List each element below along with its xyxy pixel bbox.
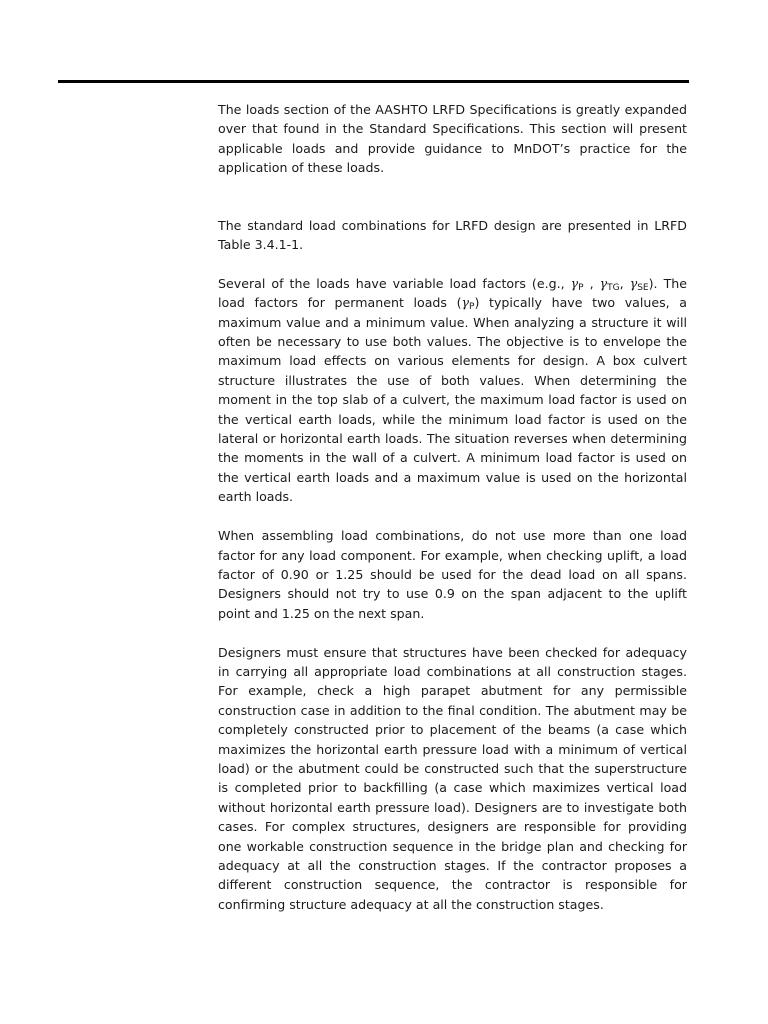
subscript-se: SE bbox=[637, 282, 649, 293]
gamma-symbol: γ bbox=[629, 275, 638, 291]
paragraph-loads-intro: The loads section of the AASHTO LRFD Specifications is greatly expanded over that found in the Standard Specifications. This section will present applicable loads and provide guidance to MnDOT’s practice for the application of these loads. bbox=[218, 102, 687, 176]
paragraph-variable-load-factors bbox=[218, 274, 687, 507]
paragraph-load-combinations: The standard load combinations for LRFD design are presented in LRFD Table 3.4.1-1. bbox=[218, 217, 687, 253]
paragraph-assembling-combinations: When assembling load combinations, do not use more than one load factor for any load component. For example, when checking uplift, a load factor of 0.90 or 1.25 should be used for the dead load on all spans. Designers should not try to use 0.9 on the span adjacent to the uplift point and 1.25 on the next span. bbox=[218, 528, 687, 621]
text-segment: Several of the loads have variable load factors (e.g., bbox=[218, 275, 571, 291]
text-segment: ). The load factors for permanent loads ( bbox=[218, 275, 687, 311]
text-separator: , bbox=[619, 275, 630, 291]
text-segment: ) typically have two values, a maximum value and a minimum value. When analyzing a structure it will often be necessary to use both values. The objective is to envelope the maximum load effects on various elements for design. A box culvert structure illustrates the use of both values. When determining the moment in the top slab of a culvert, the maximum load factor is used on the vertical earth loads, while the minimum load factor is used on the lateral or horizontal earth loads. The situation reverses when determining the moments in the wall of a culvert. A minimum load factor is used on the vertical earth loads and a maximum value is used on the horizontal earth loads. bbox=[218, 295, 687, 505]
document-body bbox=[218, 100, 687, 914]
gamma-symbol: γ bbox=[599, 275, 608, 291]
text-separator: , bbox=[583, 275, 600, 291]
subscript-tg: TG bbox=[607, 282, 620, 293]
gamma-symbol: γ bbox=[461, 295, 470, 311]
subscript-p: P bbox=[578, 282, 584, 293]
paragraph-construction-stages: Designers must ensure that structures have been checked for adequacy in carrying all appropriate load combinations at all construction stages. For example, check a high parapet abutment for any permissible construction case in addition to the final condition. The abutment may be completely constructed prior to placement of the beams (a case which maximizes the horizontal earth pressure load with a minimum of vertical load) or the abutment could be constructed such that the superstructure is completed prior to backfilling (a case which maximizes vertical load without horizontal earth pressure load). Designers are to investigate both cases. For complex structures, designers are responsible for providing one workable construction sequence in the bridge plan and checking for adequacy at all the construction stages. If the contractor proposes a different construction sequence, the contractor is responsible for confirming structure adequacy at all the construction stages. bbox=[218, 644, 687, 912]
gamma-symbol: γ bbox=[570, 275, 579, 291]
header-rule bbox=[58, 80, 689, 83]
subscript-p: P bbox=[469, 302, 475, 313]
